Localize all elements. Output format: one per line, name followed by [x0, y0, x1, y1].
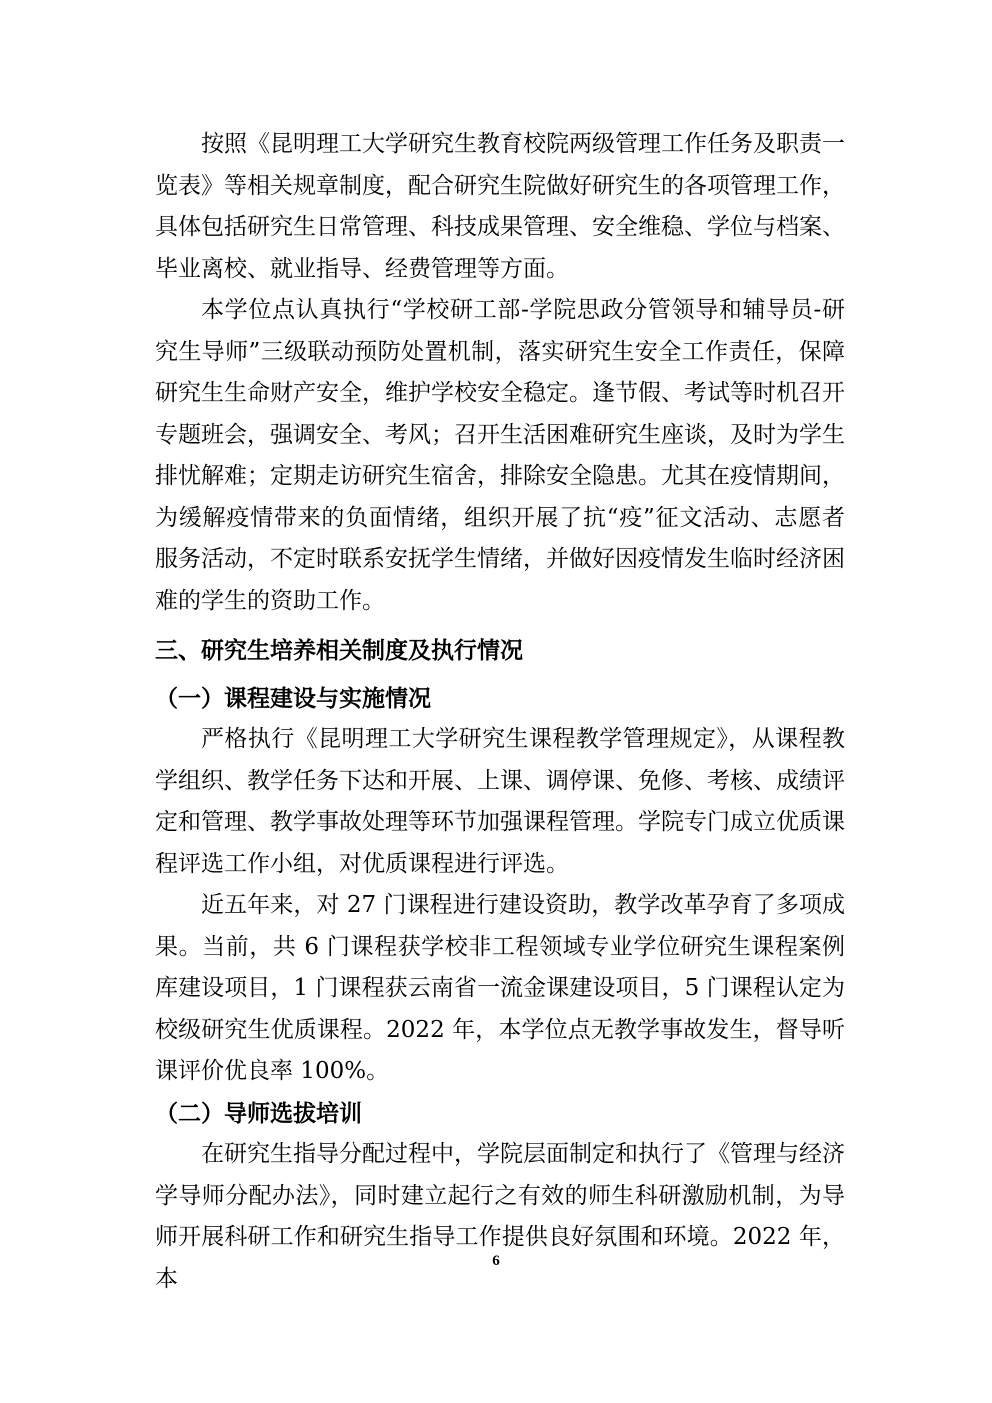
page-content	[155, 124, 845, 1300]
page-number: 6	[492, 1253, 500, 1269]
paragraph-safety-mechanism: 本学位点认真执行“学校研工部-学院思政分管领导和辅导员-研究生导师”三级联动预防处置机制，落实研究生安全工作责任，保障研究生生命财产安全，维护学校安全稳定。逢节假、考试等时机召开专题班会，强调安全、考风；召开生活困难研究生座谈，及时为学生排忧解难；定期走访研究生宿舍，排除安全隐患。尤其在疫情期间，为缓解疫情带来的负面情绪，组织开展了抗“疫”征文活动、志愿者服务活动，不定时联系安抚学生情绪，并做好因疫情发生临时经济困难的学生的资助工作。	[155, 297, 845, 614]
section-heading: 三、研究生培养相关制度及执行情况	[155, 637, 523, 664]
subsection-heading-supervisor: （二）导师选拔培训	[155, 1099, 362, 1127]
subsection-heading-course: （一）课程建设与实施情况	[155, 684, 431, 712]
paragraph-management-duties: 按照《昆明理工大学研究生教育校院两级管理工作任务及职责一览表》等相关规章制度，配合研究生院做好研究生的各项管理工作，具体包括研究生日常管理、科技成果管理、安全维稳、学位与档案、毕业离校、就业指导、经费管理等方面。	[155, 131, 845, 282]
paragraph-supervisor-allocation: 在研究生指导分配过程中，学院层面制定和执行了《管理与经济学导师分配办法》，同时建立起行之有效的师生科研激励机制，为导师开展科研工作和研究生指导工作提供良好氛围和环境。2022 年，本	[155, 1141, 845, 1292]
paragraph-course-results: 近五年来，对 27 门课程进行建设资助，教学改革孕育了多项成果。当前，共 6 门课程获学校非工程领域专业学位研究生课程案例库建设项目，1 门课程获云南省一流金课建设项目，5 门课程认定为校级研究生优质课程。2022 年，本学位点无教学事故发生，督导听课评价优良率 100%。	[155, 892, 845, 1084]
paragraph-course-management: 严格执行《昆明理工大学研究生课程教学管理规定》，从课程教学组织、教学任务下达和开展、上课、调停课、免修、考核、成绩评定和管理、教学事故处理等环节加强课程管理。学院专门成立优质课程评选工作小组，对优质课程进行评选。	[155, 726, 845, 877]
